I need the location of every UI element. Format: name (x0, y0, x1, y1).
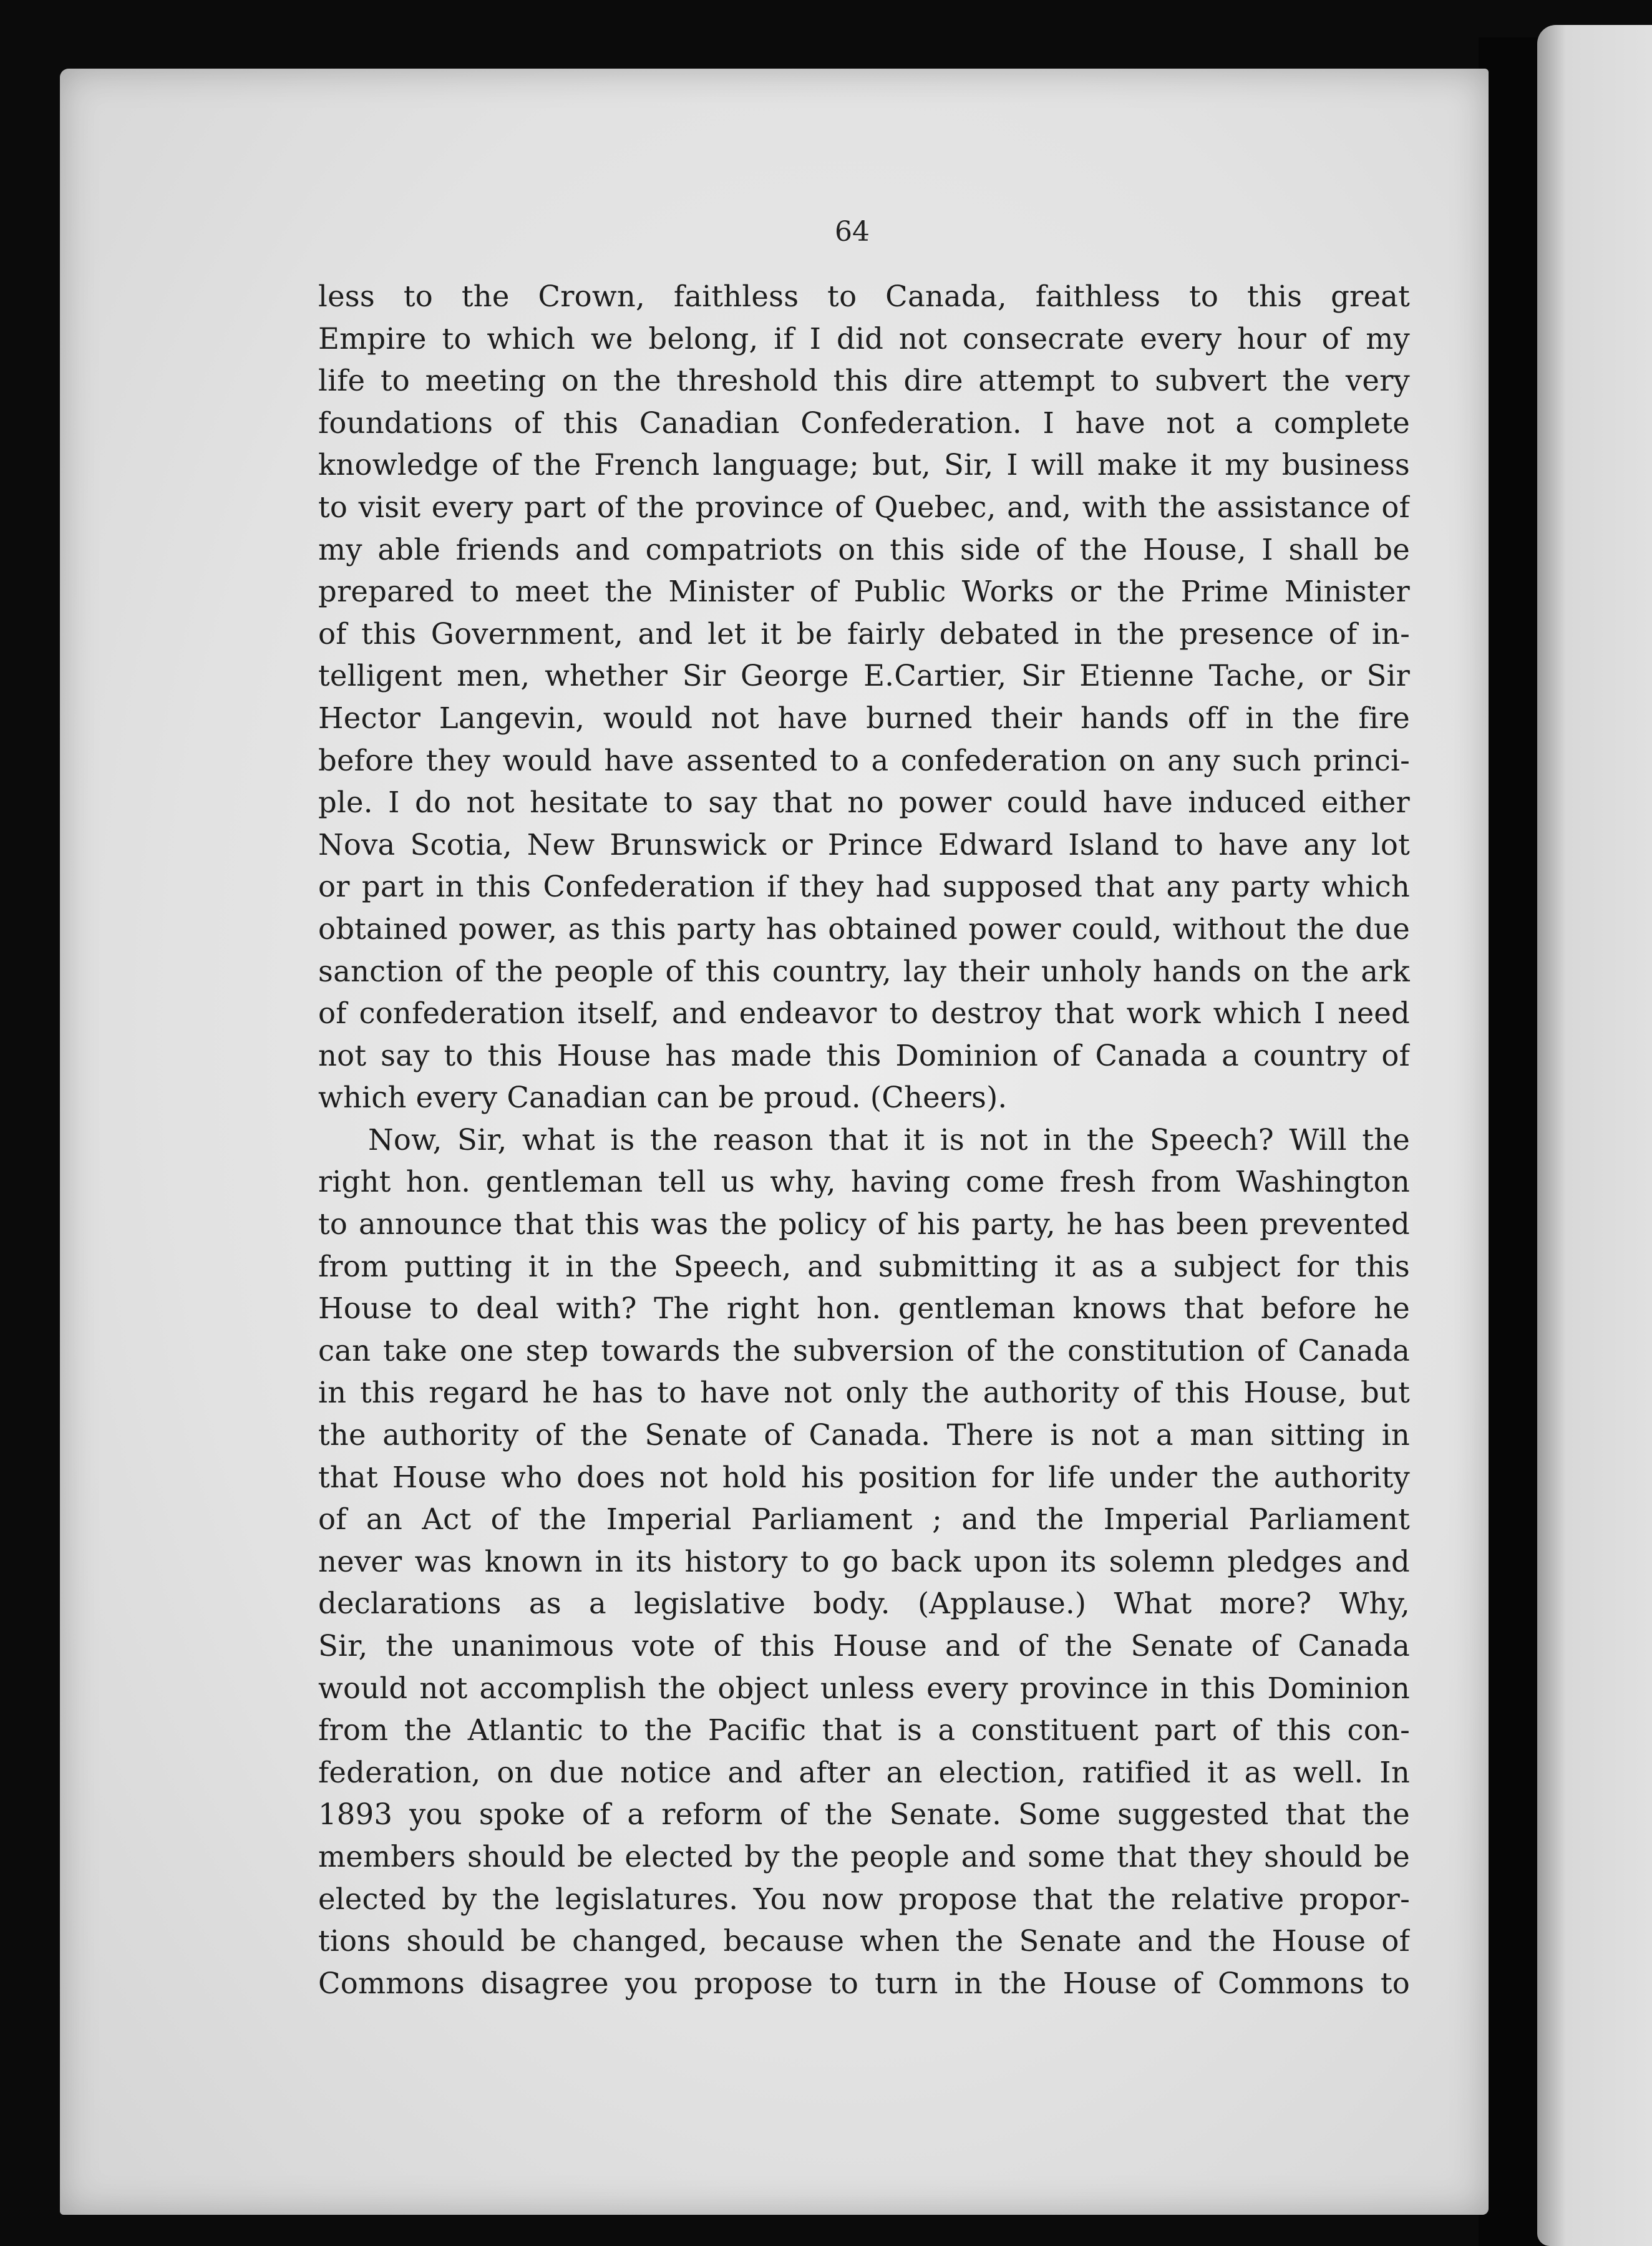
text-line: that House who does not hold his position for life under the authority (318, 1460, 1410, 1494)
text-line: Sir, the unanimous vote of this House and of the Senate of Canada (318, 1629, 1410, 1663)
text-line: which every Canadian can be proud. (Cheers). (318, 1081, 1008, 1115)
text-line: elected by the legislatures. You now propose that the relative propor- (318, 1882, 1410, 1916)
text-line: declarations as a legislative body. (Applause.) What more? Why, (318, 1587, 1410, 1621)
text-line: members should be elected by the people and some that they should be (318, 1839, 1410, 1874)
text-line: federation, on due notice and after an election, ratified it as well. In (318, 1755, 1410, 1789)
text-line: of this Government, and let it be fairly debated in the presence of in- (318, 616, 1410, 651)
text-line: my able friends and compatriots on this side of the House, I shall be (318, 532, 1410, 566)
text-line: of confederation itself, and endeavor to destroy that work which I need (318, 996, 1410, 1031)
text-line: not say to this House has made this Dominion of Canada a country of (318, 1038, 1410, 1072)
text-line: obtained power, as this party has obtained power could, without the due (318, 912, 1410, 946)
text-line: sanction of the people of this country, lay their unholy hands on the ark (318, 954, 1410, 988)
text-line: would not accomplish the object unless every province in this Dominion (318, 1671, 1410, 1705)
text-line: tions should be changed, because when the Senate and the House of (318, 1924, 1410, 1958)
text-line: can take one step towards the subversion of the constitution of Canada (318, 1333, 1410, 1368)
text-line: telligent men, whether Sir George E.Cartier, Sir Etienne Tache, or Sir (318, 659, 1410, 693)
text-line: Now, Sir, what is the reason that it is not in the Speech? Will the (368, 1122, 1410, 1157)
text-line: foundations of this Canadian Confederation. I have not a complete (318, 406, 1410, 440)
text-line: or part in this Confederation if they had supposed that any party which (318, 870, 1410, 904)
text-line: ple. I do not hesitate to say that no power could have induced either (318, 785, 1410, 820)
text-line: of an Act of the Imperial Parliament ; and the Imperial Parliament (318, 1502, 1410, 1537)
text-line: to announce that this was the policy of his party, he has been prevented (318, 1207, 1410, 1242)
text-line: Commons disagree you propose to turn in the House of Commons to (318, 1966, 1410, 2000)
text-line: the authority of the Senate of Canada. There is not a man sitting in (318, 1418, 1410, 1452)
text-line: life to meeting on the threshold this dire attempt to subvert the very (318, 364, 1410, 398)
text-line: knowledge of the French language; but, Sir, I will make it my business (318, 448, 1410, 482)
text-line: Empire to which we belong, if I did not consecrate every hour of my (318, 321, 1410, 356)
text-line: before they would have assented to a confederation on any such princi- (318, 743, 1410, 777)
text-line: House to deal with? The right hon. gentleman knows that before he (318, 1291, 1410, 1326)
text-line: less to the Crown, faithless to Canada, faithless to this great (318, 280, 1410, 313)
text-line: right hon. gentleman tell us why, having come fresh from Washington (318, 1165, 1410, 1199)
text-line: from putting it in the Speech, and submitting it as a subject for this (318, 1249, 1410, 1283)
text-line: in this regard he has to have not only the authority of this House, but (318, 1376, 1410, 1410)
text-line: 1893 you spoke of a reform of the Senate. Some suggested that the (318, 1797, 1410, 1832)
text-line: to visit every part of the province of Quebec, and, with the assistance of (318, 490, 1410, 524)
text-line: Hector Langevin, would not have burned their hands off in the fire (318, 701, 1410, 735)
text-line: never was known in its history to go back upon its solemn pledges and (318, 1544, 1410, 1578)
body-text (318, 276, 1410, 2005)
text-line: Nova Scotia, New Brunswick or Prince Edward Island to have any lot (318, 827, 1410, 862)
text-line: from the Atlantic to the Pacific that is a constituent part of this con- (318, 1713, 1410, 1748)
text-line: prepared to meet the Minister of Public Works or the Prime Minister (318, 575, 1410, 609)
facing-page-edge (1537, 25, 1652, 2246)
page-number: 64 (835, 216, 870, 248)
